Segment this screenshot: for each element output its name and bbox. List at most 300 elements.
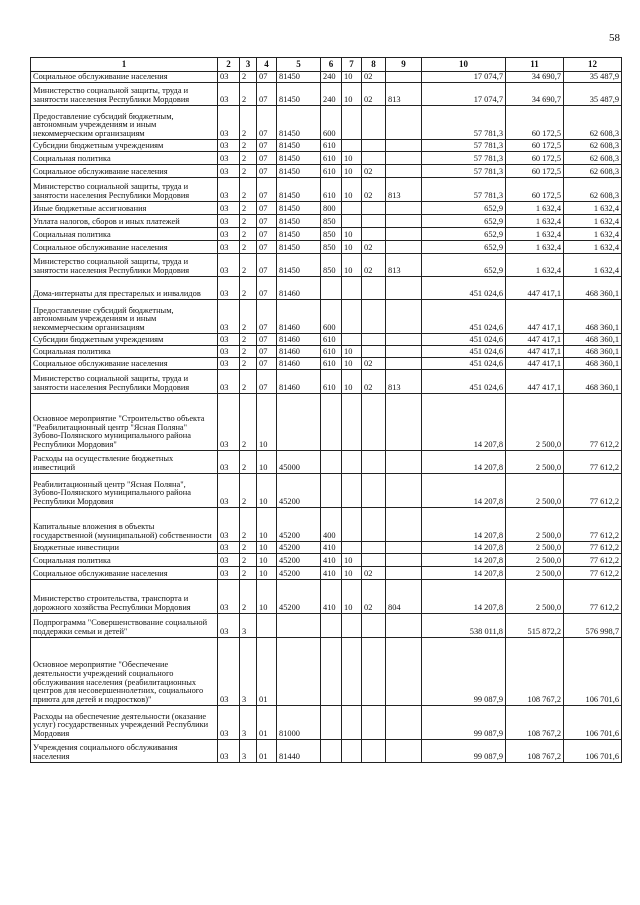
amount-cell: 62 608,3 xyxy=(564,165,622,178)
amount-cell: 77 612,2 xyxy=(564,508,622,542)
table-row xyxy=(31,451,622,474)
row-name-cell: Министерство социальной защиты, труда и занятости населения Республики Мордовия xyxy=(31,178,218,202)
column-header: 12 xyxy=(564,58,622,72)
amount-cell: 1 632,4 xyxy=(564,202,622,215)
amount-cell: 99 087,9 xyxy=(422,740,506,763)
amount-cell: 60 172,5 xyxy=(506,152,564,165)
code-cell: 2 xyxy=(240,106,257,140)
code-cell: 2 xyxy=(240,228,257,241)
code-cell: 03 xyxy=(218,106,240,140)
table-row xyxy=(31,567,622,580)
amount-cell: 1 632,4 xyxy=(506,241,564,254)
amount-cell: 62 608,3 xyxy=(564,152,622,165)
column-header: 4 xyxy=(257,58,277,72)
amount-cell: 468 360,1 xyxy=(564,358,622,370)
code-cell: 03 xyxy=(218,638,240,706)
code-cell xyxy=(362,614,386,638)
header-row xyxy=(31,58,622,72)
code-cell: 03 xyxy=(218,706,240,740)
code-cell xyxy=(362,140,386,152)
code-cell xyxy=(342,740,362,763)
column-header: 11 xyxy=(506,58,564,72)
code-cell: 10 xyxy=(342,228,362,241)
code-cell: 81000 xyxy=(277,706,321,740)
amount-cell: 1 632,4 xyxy=(506,202,564,215)
table-row xyxy=(31,346,622,358)
column-header: 1 xyxy=(31,58,218,72)
amount-cell: 14 207,8 xyxy=(422,542,506,554)
code-cell xyxy=(277,394,321,451)
code-cell xyxy=(386,152,422,165)
table-row xyxy=(31,358,622,370)
amount-cell: 447 417,1 xyxy=(506,334,564,346)
code-cell: 03 xyxy=(218,228,240,241)
code-cell: 10 xyxy=(342,370,362,394)
code-cell: 400 xyxy=(321,508,342,542)
code-cell: 3 xyxy=(240,740,257,763)
code-cell: 3 xyxy=(240,706,257,740)
code-cell: 03 xyxy=(218,334,240,346)
code-cell: 07 xyxy=(257,241,277,254)
code-cell xyxy=(386,72,422,83)
code-cell: 10 xyxy=(257,542,277,554)
code-cell xyxy=(342,215,362,228)
row-name-cell: Реабилитационный центр "Ясная Поляна", Зубово-Полянского муниципального района Республики Мордовия xyxy=(31,474,218,508)
row-name-cell: Субсидии бюджетным учреждениям xyxy=(31,334,218,346)
code-cell xyxy=(386,334,422,346)
code-cell: 01 xyxy=(257,638,277,706)
amount-cell: 468 360,1 xyxy=(564,334,622,346)
code-cell xyxy=(386,241,422,254)
code-cell: 07 xyxy=(257,83,277,106)
table-row xyxy=(31,474,622,508)
code-cell: 03 xyxy=(218,508,240,542)
code-cell: 81460 xyxy=(277,334,321,346)
code-cell: 600 xyxy=(321,106,342,140)
code-cell: 410 xyxy=(321,567,342,580)
code-cell: 03 xyxy=(218,178,240,202)
code-cell: 01 xyxy=(257,706,277,740)
code-cell: 03 xyxy=(218,474,240,508)
row-name-cell: Социальная политика xyxy=(31,152,218,165)
code-cell xyxy=(321,614,342,638)
code-cell: 03 xyxy=(218,740,240,763)
table-row xyxy=(31,394,622,451)
amount-cell: 62 608,3 xyxy=(564,140,622,152)
code-cell: 2 xyxy=(240,358,257,370)
row-name-cell: Предоставление субсидий бюджетным, автономным учреждениям и иным некоммерческим организациям xyxy=(31,106,218,140)
code-cell xyxy=(342,614,362,638)
amount-cell: 108 767,2 xyxy=(506,706,564,740)
amount-cell: 35 487,9 xyxy=(564,72,622,83)
amount-cell: 468 360,1 xyxy=(564,346,622,358)
code-cell xyxy=(386,614,422,638)
table-row xyxy=(31,508,622,542)
code-cell: 2 xyxy=(240,83,257,106)
code-cell xyxy=(386,567,422,580)
code-cell: 10 xyxy=(342,567,362,580)
code-cell: 81450 xyxy=(277,228,321,241)
code-cell: 07 xyxy=(257,72,277,83)
amount-cell: 451 024,6 xyxy=(422,370,506,394)
table-row xyxy=(31,554,622,567)
code-cell: 610 xyxy=(321,358,342,370)
code-cell: 03 xyxy=(218,140,240,152)
code-cell: 07 xyxy=(257,178,277,202)
table-row xyxy=(31,638,622,706)
code-cell: 81440 xyxy=(277,740,321,763)
amount-cell: 77 612,2 xyxy=(564,451,622,474)
column-header: 10 xyxy=(422,58,506,72)
amount-cell: 447 417,1 xyxy=(506,346,564,358)
amount-cell: 447 417,1 xyxy=(506,370,564,394)
table-row xyxy=(31,106,622,140)
table-row xyxy=(31,228,622,241)
amount-cell: 60 172,5 xyxy=(506,178,564,202)
amount-cell: 14 207,8 xyxy=(422,567,506,580)
code-cell: 07 xyxy=(257,277,277,300)
row-name-cell: Министерство строительства, транспорта и дорожного хозяйства Республики Мордовия xyxy=(31,580,218,614)
code-cell xyxy=(386,474,422,508)
code-cell xyxy=(321,740,342,763)
code-cell: 02 xyxy=(362,178,386,202)
table-row xyxy=(31,580,622,614)
amount-cell: 451 024,6 xyxy=(422,300,506,334)
code-cell: 03 xyxy=(218,394,240,451)
amount-cell: 77 612,2 xyxy=(564,580,622,614)
code-cell: 07 xyxy=(257,106,277,140)
code-cell: 02 xyxy=(362,241,386,254)
code-cell xyxy=(342,474,362,508)
code-cell: 240 xyxy=(321,72,342,83)
row-name-cell: Социальное обслуживание населения xyxy=(31,72,218,83)
code-cell: 10 xyxy=(257,474,277,508)
code-cell: 2 xyxy=(240,474,257,508)
amount-cell: 17 074,7 xyxy=(422,83,506,106)
code-cell: 02 xyxy=(362,370,386,394)
row-name-cell: Подпрограмма "Совершенствование социальной поддержки семьи и детей" xyxy=(31,614,218,638)
code-cell: 03 xyxy=(218,241,240,254)
column-header: 9 xyxy=(386,58,422,72)
code-cell: 2 xyxy=(240,202,257,215)
amount-cell: 451 024,6 xyxy=(422,346,506,358)
amount-cell: 652,9 xyxy=(422,241,506,254)
column-header: 3 xyxy=(240,58,257,72)
row-name-cell: Социальная политика xyxy=(31,554,218,567)
amount-cell: 451 024,6 xyxy=(422,358,506,370)
code-cell: 2 xyxy=(240,152,257,165)
amount-cell: 447 417,1 xyxy=(506,300,564,334)
column-header: 7 xyxy=(342,58,362,72)
code-cell: 10 xyxy=(257,580,277,614)
code-cell xyxy=(386,346,422,358)
code-cell xyxy=(362,202,386,215)
code-cell: 03 xyxy=(218,152,240,165)
row-name-cell: Расходы на обеспечение деятельности (оказание услуг) государственных учреждений Республики Мордовия xyxy=(31,706,218,740)
amount-cell: 17 074,7 xyxy=(422,72,506,83)
code-cell: 45200 xyxy=(277,508,321,542)
amount-cell: 2 500,0 xyxy=(506,542,564,554)
code-cell: 410 xyxy=(321,542,342,554)
code-cell xyxy=(386,277,422,300)
table-row xyxy=(31,706,622,740)
row-name-cell: Социальное обслуживание населения xyxy=(31,567,218,580)
code-cell: 10 xyxy=(342,72,362,83)
code-cell: 813 xyxy=(386,370,422,394)
code-cell xyxy=(362,152,386,165)
amount-cell: 77 612,2 xyxy=(564,567,622,580)
code-cell: 813 xyxy=(386,178,422,202)
amount-cell: 34 690,7 xyxy=(506,83,564,106)
amount-cell: 108 767,2 xyxy=(506,638,564,706)
code-cell: 03 xyxy=(218,358,240,370)
amount-cell: 106 701,6 xyxy=(564,638,622,706)
amount-cell: 652,9 xyxy=(422,202,506,215)
amount-cell: 447 417,1 xyxy=(506,277,564,300)
table-row xyxy=(31,152,622,165)
code-cell xyxy=(386,394,422,451)
code-cell: 07 xyxy=(257,140,277,152)
code-cell: 81460 xyxy=(277,370,321,394)
code-cell: 850 xyxy=(321,241,342,254)
code-cell: 81450 xyxy=(277,254,321,277)
code-cell: 610 xyxy=(321,165,342,178)
code-cell: 804 xyxy=(386,580,422,614)
code-cell xyxy=(386,542,422,554)
code-cell: 10 xyxy=(342,580,362,614)
code-cell: 3 xyxy=(240,614,257,638)
table-row xyxy=(31,740,622,763)
code-cell: 03 xyxy=(218,542,240,554)
code-cell: 10 xyxy=(257,554,277,567)
code-cell: 07 xyxy=(257,370,277,394)
code-cell xyxy=(362,228,386,241)
amount-cell: 1 632,4 xyxy=(564,241,622,254)
amount-cell: 99 087,9 xyxy=(422,706,506,740)
code-cell: 03 xyxy=(218,277,240,300)
code-cell: 10 xyxy=(257,567,277,580)
amount-cell: 2 500,0 xyxy=(506,567,564,580)
page-number: 58 xyxy=(609,32,620,44)
amount-cell: 57 781,3 xyxy=(422,140,506,152)
code-cell: 850 xyxy=(321,254,342,277)
row-name-cell: Социальная политика xyxy=(31,346,218,358)
amount-cell: 652,9 xyxy=(422,254,506,277)
code-cell xyxy=(386,202,422,215)
code-cell: 610 xyxy=(321,346,342,358)
code-cell xyxy=(362,215,386,228)
code-cell: 10 xyxy=(342,254,362,277)
code-cell: 600 xyxy=(321,300,342,334)
code-cell: 10 xyxy=(257,508,277,542)
code-cell xyxy=(277,614,321,638)
code-cell xyxy=(342,394,362,451)
amount-cell: 106 701,6 xyxy=(564,706,622,740)
amount-cell: 57 781,3 xyxy=(422,106,506,140)
code-cell: 03 xyxy=(218,451,240,474)
code-cell: 813 xyxy=(386,83,422,106)
code-cell xyxy=(386,215,422,228)
code-cell: 02 xyxy=(362,254,386,277)
code-cell: 03 xyxy=(218,554,240,567)
code-cell xyxy=(342,638,362,706)
code-cell xyxy=(321,706,342,740)
amount-cell: 2 500,0 xyxy=(506,580,564,614)
amount-cell: 57 781,3 xyxy=(422,152,506,165)
amount-cell: 468 360,1 xyxy=(564,370,622,394)
code-cell: 610 xyxy=(321,140,342,152)
code-cell: 03 xyxy=(218,83,240,106)
code-cell xyxy=(342,202,362,215)
code-cell: 07 xyxy=(257,202,277,215)
row-name-cell: Расходы на осуществление бюджетных инвестиций xyxy=(31,451,218,474)
code-cell: 03 xyxy=(218,165,240,178)
budget-table xyxy=(30,57,622,763)
row-name-cell: Основное мероприятие "Обеспечение деятельности учреждений социального обслуживания населения (реабилитационных центров для несовершеннолетних, социального приюта для детей и подростков)" xyxy=(31,638,218,706)
amount-cell: 108 767,2 xyxy=(506,740,564,763)
amount-cell: 468 360,1 xyxy=(564,300,622,334)
code-cell: 45000 xyxy=(277,451,321,474)
code-cell: 07 xyxy=(257,165,277,178)
code-cell xyxy=(386,106,422,140)
table-row xyxy=(31,140,622,152)
code-cell: 45200 xyxy=(277,542,321,554)
code-cell xyxy=(342,277,362,300)
code-cell xyxy=(362,508,386,542)
row-name-cell: Уплата налогов, сборов и иных платежей xyxy=(31,215,218,228)
code-cell: 81450 xyxy=(277,83,321,106)
code-cell: 81460 xyxy=(277,300,321,334)
amount-cell: 538 011,8 xyxy=(422,614,506,638)
code-cell: 10 xyxy=(342,152,362,165)
code-cell: 03 xyxy=(218,567,240,580)
code-cell xyxy=(386,358,422,370)
code-cell: 410 xyxy=(321,554,342,567)
amount-cell: 14 207,8 xyxy=(422,580,506,614)
code-cell: 610 xyxy=(321,334,342,346)
amount-cell: 447 417,1 xyxy=(506,358,564,370)
code-cell: 81450 xyxy=(277,72,321,83)
amount-cell: 99 087,9 xyxy=(422,638,506,706)
code-cell: 813 xyxy=(386,254,422,277)
code-cell: 2 xyxy=(240,580,257,614)
code-cell: 03 xyxy=(218,72,240,83)
code-cell: 610 xyxy=(321,178,342,202)
code-cell: 07 xyxy=(257,346,277,358)
code-cell: 2 xyxy=(240,72,257,83)
code-cell: 03 xyxy=(218,346,240,358)
amount-cell: 1 632,4 xyxy=(564,228,622,241)
code-cell: 02 xyxy=(362,83,386,106)
code-cell: 07 xyxy=(257,358,277,370)
amount-cell: 62 608,3 xyxy=(564,178,622,202)
column-header: 8 xyxy=(362,58,386,72)
code-cell: 10 xyxy=(342,554,362,567)
code-cell xyxy=(386,740,422,763)
code-cell: 2 xyxy=(240,370,257,394)
amount-cell: 14 207,8 xyxy=(422,394,506,451)
amount-cell: 1 632,4 xyxy=(564,254,622,277)
code-cell: 2 xyxy=(240,508,257,542)
code-cell xyxy=(386,554,422,567)
amount-cell: 451 024,6 xyxy=(422,277,506,300)
code-cell: 10 xyxy=(342,241,362,254)
amount-cell: 60 172,5 xyxy=(506,106,564,140)
row-name-cell: Бюджетные инвестиции xyxy=(31,542,218,554)
amount-cell: 60 172,5 xyxy=(506,165,564,178)
table-row xyxy=(31,215,622,228)
code-cell xyxy=(362,474,386,508)
code-cell: 2 xyxy=(240,241,257,254)
amount-cell: 57 781,3 xyxy=(422,178,506,202)
amount-cell: 77 612,2 xyxy=(564,542,622,554)
code-cell xyxy=(342,542,362,554)
table-row xyxy=(31,83,622,106)
code-cell: 07 xyxy=(257,254,277,277)
code-cell: 02 xyxy=(362,72,386,83)
table-row xyxy=(31,370,622,394)
code-cell: 03 xyxy=(218,614,240,638)
amount-cell: 14 207,8 xyxy=(422,451,506,474)
code-cell: 410 xyxy=(321,580,342,614)
column-header: 6 xyxy=(321,58,342,72)
row-name-cell: Дома-интернаты для престарелых и инвалидов xyxy=(31,277,218,300)
code-cell xyxy=(321,277,342,300)
code-cell: 81450 xyxy=(277,152,321,165)
amount-cell: 35 487,9 xyxy=(564,83,622,106)
code-cell: 03 xyxy=(218,370,240,394)
amount-cell: 60 172,5 xyxy=(506,140,564,152)
code-cell xyxy=(342,300,362,334)
code-cell: 81460 xyxy=(277,346,321,358)
table-row xyxy=(31,277,622,300)
row-name-cell: Капитальные вложения в объекты государственной (муниципальной) собственности xyxy=(31,508,218,542)
code-cell: 81450 xyxy=(277,215,321,228)
code-cell: 07 xyxy=(257,215,277,228)
table-row xyxy=(31,334,622,346)
code-cell: 10 xyxy=(257,451,277,474)
code-cell: 2 xyxy=(240,554,257,567)
code-cell: 850 xyxy=(321,215,342,228)
amount-cell: 2 500,0 xyxy=(506,394,564,451)
amount-cell: 2 500,0 xyxy=(506,508,564,542)
amount-cell: 62 608,3 xyxy=(564,106,622,140)
code-cell: 2 xyxy=(240,178,257,202)
code-cell xyxy=(342,106,362,140)
amount-cell: 1 632,4 xyxy=(506,228,564,241)
code-cell: 2 xyxy=(240,165,257,178)
code-cell xyxy=(342,334,362,346)
code-cell: 81450 xyxy=(277,178,321,202)
code-cell xyxy=(386,140,422,152)
code-cell xyxy=(277,638,321,706)
code-cell xyxy=(362,542,386,554)
code-cell: 81460 xyxy=(277,358,321,370)
table-row xyxy=(31,542,622,554)
code-cell: 01 xyxy=(257,740,277,763)
code-cell: 81450 xyxy=(277,241,321,254)
code-cell: 03 xyxy=(218,300,240,334)
amount-cell: 77 612,2 xyxy=(564,554,622,567)
code-cell: 2 xyxy=(240,215,257,228)
code-cell: 2 xyxy=(240,300,257,334)
code-cell: 81450 xyxy=(277,165,321,178)
code-cell: 2 xyxy=(240,277,257,300)
code-cell: 81450 xyxy=(277,140,321,152)
code-cell: 07 xyxy=(257,300,277,334)
code-cell: 81450 xyxy=(277,106,321,140)
amount-cell: 451 024,6 xyxy=(422,334,506,346)
